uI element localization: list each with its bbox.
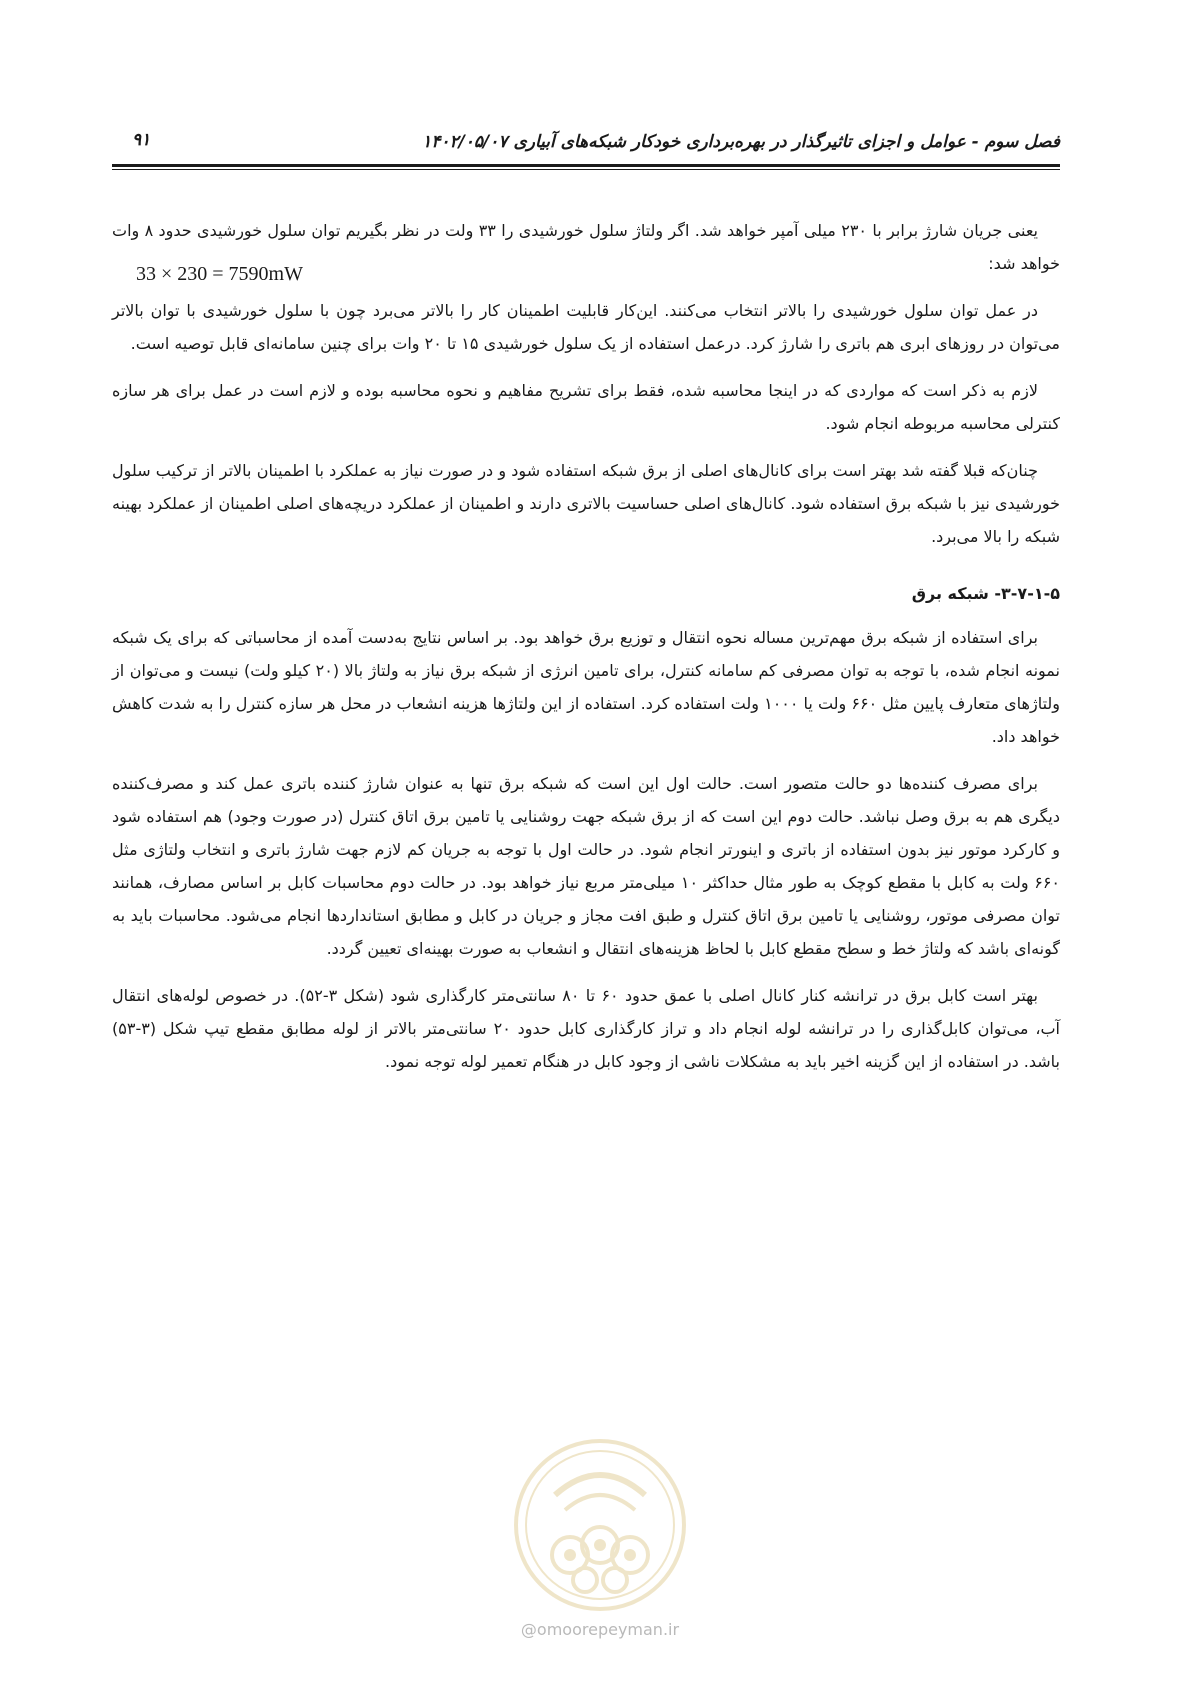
header-rule [112, 164, 1060, 167]
section-heading: ۳-۷-۱-۵- شبکه برق [911, 584, 1060, 603]
paragraph: بهتر است کابل برق در ترانشه کنار کانال اصلی با عمق حدود ۶۰ تا ۸۰ سانتی‌متر کارگذاری شود (شکل ۳-۵۲). در خصوص لوله‌های انتقال آب، می‌توان کابل‌گذاری را در ترانشه لوله انجام داد و تراز کارگذاری کابل حدود ۲۰ سانتی‌متر بالاتر از لوله مطابق مقطع تیپ شکل (۳-۵۳) باشد. در استفاده از این گزینه اخیر باید به مشکلات ناشی از وجود کابل در هنگام تعمیر لوله توجه نمود. [112, 986, 1060, 1071]
paragraph: برای استفاده از شبکه برق مهم‌ترین مساله نحوه انتقال و توزیع برق خواهد بود. بر اساس نتایج به‌دست آمده از محاسباتی که برای یک شبکه نمونه انجام شده، با توجه به توان مصرفی کم سامانه کنترل، برای تامین انرژی از شبکه برق نیاز به ولتاژ بالا (۲۰ کیلو ولت) نیست و می‌توان از ولتاژهای متعارف پایین مثل ۶۶۰ ولت یا ۱۰۰۰ ولت استفاده کرد. استفاده از این ولتاژها هزینه انشعاب در محل هر سازه کنترل را به شدت کاهش خواهد داد. [112, 628, 1061, 746]
page-header [112, 128, 1060, 168]
paragraph: چنان‌که قبلا گفته شد بهتر است برای کانال‌های اصلی از برق شبکه استفاده شود و در صورت نیاز به عملکرد با اطمینان بالاتر از ترکیب سلول خورشیدی نیز با شبکه برق استفاده شود. کانال‌های اصلی حساسیت بالاتری دارند و اطمینان از عملکرد دریچه‌های اصلی اطمینان از عملکرد بهینه شبکه را بالا می‌برد. [112, 461, 1060, 546]
page-content [112, 214, 1060, 1092]
header-title: فصل سوم - عوامل و اجزای تاثیرگذار در بهره‌برداری خودکار شبکه‌های آبیاری ۱۴۰۲/۰۵/۰۷ [422, 132, 1060, 152]
watermark-site: @omoorepeyman.ir [520, 1620, 680, 1639]
paragraph: لازم به ذکر است که مواردی که در اینجا محاسبه شده، فقط برای تشریح مفاهیم و نحوه محاسبه بوده و لازم است در عمل برای هر سازه کنترلی محاسبه مربوطه انجام شود. [112, 381, 1060, 433]
page-number: ۹۱ [132, 130, 151, 150]
formula: 33 × 230 = 7590mW [136, 263, 303, 285]
header-rule-thin [112, 169, 1060, 170]
paragraph: برای مصرف کننده‌ها دو حالت متصور است. حالت اول این است که شبکه برق تنها به عنوان شارژ کننده باتری عمل کند و مصرف‌کننده دیگری هم به برق وصل نباشد. حالت دوم این است که از برق شبکه جهت روشنایی یا تامین برق اتاق کنترل (در صورت وجود) هم استفاده شود و کارکرد موتور نیز بدون استفاده از باتری و اینورتر انجام شود. در حالت اول با توجه به جریان کم لازم جهت شارژ باتری و انتخاب ولتاژی مثل ۶۶۰ ولت به کابل با مقطع کوچک به طور مثال حداکثر ۱۰ میلی‌متر مربع نیاز خواهد بود. در حالت دوم محاسبات کابل بر اساس مصارف، همانند توان مصرفی موتور، روشنایی یا تامین برق اتاق کنترل و طبق افت مجاز و جریان در کابل و مطابق استانداردها انجام می‌شود. محاسبات باید به گونه‌ای باشد که ولتاژ خط و سطح مقطع کابل با لحاظ هزینه‌های انتقال و انشعاب به صورت بهینه‌ای تعیین گردد. [112, 774, 1061, 958]
watermark-logo [510, 1435, 690, 1615]
gear-seal-logo-icon [510, 1435, 690, 1615]
paragraph: در عمل توان سلول خورشیدی را بالاتر انتخاب می‌کنند. این‌کار قابلیت اطمینان کار را بالاتر می‌برد چون با سلول خورشیدی با توان بالاتر می‌توان در روزهای ابری هم باتری را شارژ کرد. درعمل استفاده از یک سلول خورشیدی ۱۵ تا ۲۰ وات برای چنین سامانه‌ای قابل توصیه است. [112, 301, 1060, 353]
paragraph-text: یعنی جریان شارژ برابر با ۲۳۰ میلی آمپر خواهد شد. اگر ولتاژ سلول خورشیدی را ۳۳ ولت در نظر بگیریم توان سلول خورشیدی حدود ۸ وات خواهد شد: [112, 221, 1060, 273]
paragraph [112, 214, 1060, 285]
